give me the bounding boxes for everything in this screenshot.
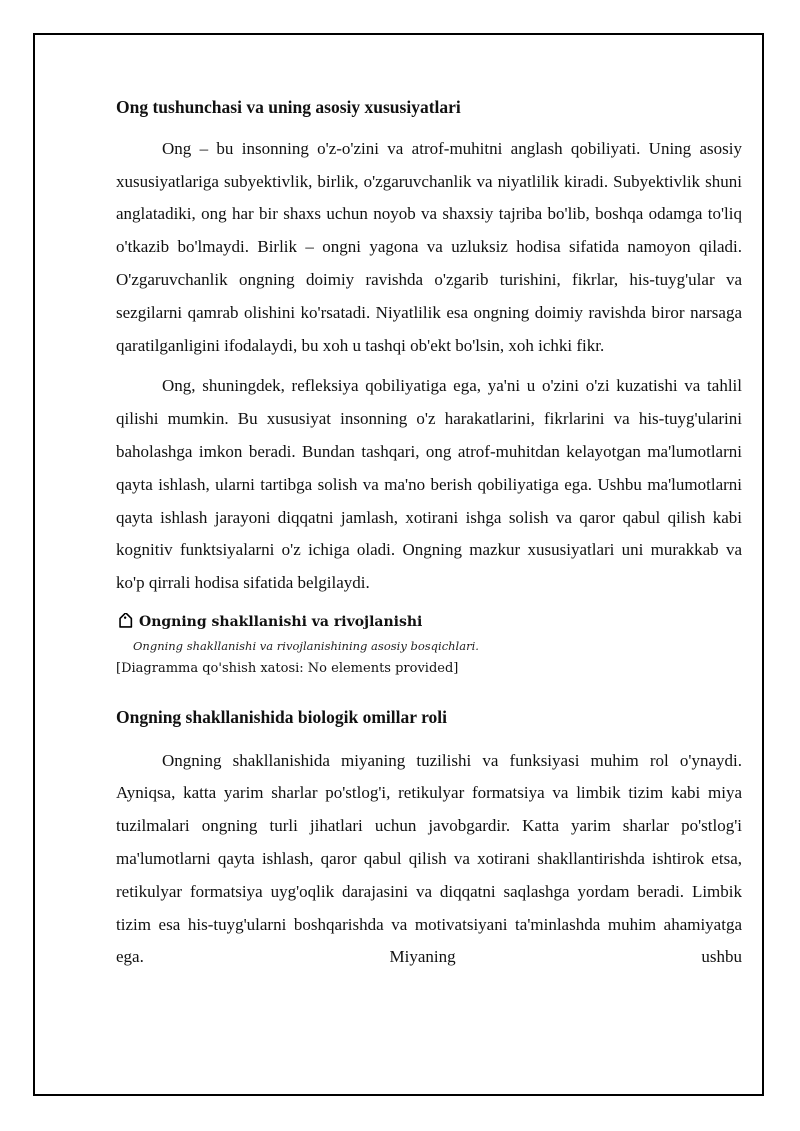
diagram-heading (116, 612, 742, 632)
document-body (116, 96, 742, 982)
tag-icon (116, 613, 134, 631)
section-title: Ongning shakllanishida biologik omillar roli (116, 706, 447, 727)
diagram-caption: Ongning shakllanishi va rivojlanishining asosiy bosqichlari. (133, 638, 479, 653)
diagram-heading-text: Ongning shakllanishi va rivojlanishi (139, 613, 423, 630)
diagram-error-message: [Diagramma qo'shish xatosi: No elements provided] (116, 660, 459, 676)
section-title: Ong tushunchasi va uning asosiy xususiyatlari (116, 97, 461, 117)
paragraph: Ongning shakllanishida miyaning tuzilishi va funksiyasi muhim rol o'ynaydi. Ayniqsa, katta yarim sharlar po'stlog'i, retikulyar formatsiya va limbik tizim kabi miya tuzilmalari ongning turli jihatlari uchun javobgardir. Katta yarim sharlar po'stlog'i ma'lumotlarni qayta ishlash, qaror qabul qilish va xotirani shakllantirishda ishtirok etsa, retikulyar formatsiya uyg'oqlik darajasini va diqqatni saqlashga yordam beradi. Limbik tizim esa his-tuyg'ularni boshqarishda va motivatsiyani ta'minlashda muhim ahamiyatga ega. Miyaning ushbu (116, 750, 742, 967)
paragraph: Ong, shuningdek, refleksiya qobiliyatiga ega, ya'ni u o'zini o'zi kuzatishi va tahlil qilishi mumkin. Bu xususiyat insonning o'z harakatlarini, fikrlarini va his-tuyg'ularini baholashga imkon beradi. Bundan tashqari, ong atrof-muhitdan kelayotgan ma'lumotlarni qayta ishlash, ularni tartibga solish va ma'no berish qobiliyatiga ega. Ushbu ma'lumotlarni qayta ishlash jarayoni diqqatni jamlash, xotirani ishga solish va qaror qabul qilish kabi kognitiv funktsiyalarni o'z ichiga oladi. Ongning mazkur xususiyatlari uni murakkab va ko'p qirrali hodisa sifatida belgilaydi. (116, 376, 742, 593)
paragraph: Ong – bu insonning o'z-o'zini va atrof-muhitni anglash qobiliyati. Uning asosiy xususiyatlariga subyektivlik, birlik, o'zgaruvchanlik va niyatlilik kiradi. Subyektivlik shuni anglatadiki, ong har bir shaxs uchun noyob va shaxsiy tajriba bo'lib, boshqa odamga to'liq o'tkazib bo'lmaydi. Birlik – ongni yagona va uzluksiz hodisa sifatida namoyon qiladi. O'zgaruvchanlik ongning doimiy ravishda o'zgarib turishini, fikrlar, his-tuyg'ular va sezgilarni qamrab olishini ko'rsatadi. Niyatlilik esa ongning doimiy ravishda biror narsaga qaratilganligini ifodalaydi, bu xoh u tashqi ob'ekt bo'lsin, xoh ichki fikr. (116, 138, 742, 355)
